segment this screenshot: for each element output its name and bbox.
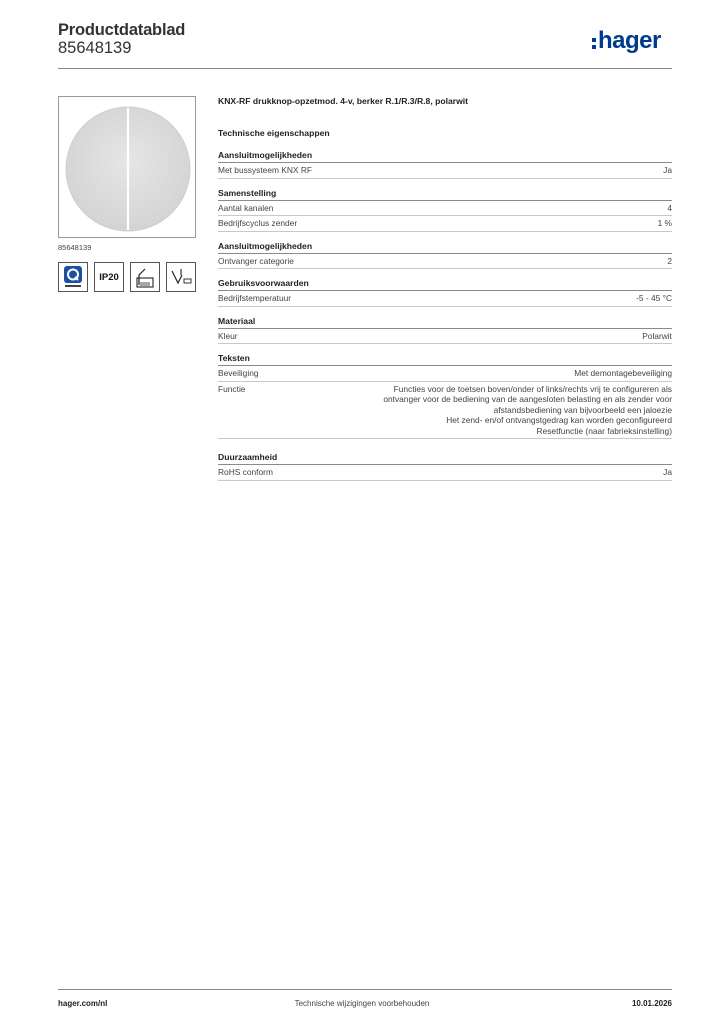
function-line: afstandsbediening van bijvoorbeeld een jaloezie: [493, 404, 672, 415]
group-title: Aansluitmogelijkheden: [218, 150, 672, 163]
group-title: Gebruiksvoorwaarden: [218, 278, 672, 291]
group-title: Duurzaamheid: [218, 452, 672, 465]
product-name: KNX-RF drukknop-opzetmod. 4-v, berker R.1/R.3/R.8, polarwit: [218, 96, 469, 106]
spec-row: [218, 201, 672, 217]
product-image: [58, 96, 196, 238]
spec-group: [218, 150, 672, 179]
specifications: [218, 96, 672, 481]
spec-group: [218, 241, 672, 270]
spec-label: Aantal kanalen: [218, 202, 274, 213]
brand-name: hager: [598, 27, 661, 54]
spec-value: Polarwit: [642, 330, 672, 341]
spec-value: Met demontagebeveiliging: [574, 368, 672, 378]
spec-row: [218, 163, 672, 179]
mounting-icon: [130, 262, 160, 292]
footer-divider: [58, 989, 672, 990]
spec-group: [218, 188, 672, 232]
hager-logo: [592, 27, 661, 55]
footer-disclaimer: Technische wijzigingen voorbehouden: [294, 999, 430, 1008]
footer-website-link[interactable]: hager.com/nl: [58, 999, 108, 1008]
spec-row: [218, 254, 672, 270]
spec-value: 2: [667, 255, 672, 266]
ip20-badge: IP20: [94, 262, 124, 292]
function-line: Resetfunctie (naar fabrieksinstelling): [536, 425, 672, 436]
spec-row: [218, 382, 672, 440]
spec-group: [218, 452, 672, 481]
quality-mark-icon: [58, 262, 88, 292]
group-title: Aansluitmogelijkheden: [218, 241, 672, 254]
spec-row: [218, 216, 672, 232]
spec-value: [332, 384, 672, 437]
product-image-caption: 85648139: [58, 243, 92, 252]
product-number: 85648139: [58, 39, 132, 57]
spec-label: Met bussysteem KNX RF: [218, 165, 313, 175]
spec-group: [218, 316, 672, 345]
installation-icon: [166, 262, 196, 292]
page-title: Productdatablad: [58, 21, 186, 39]
group-title: Samenstelling: [218, 188, 672, 201]
spec-row: [218, 366, 672, 382]
header-divider: [58, 68, 672, 69]
spec-group: [218, 353, 672, 439]
spec-row: [218, 291, 672, 307]
spec-row: [218, 465, 672, 481]
spec-label: Bedrijfscyclus zender: [218, 218, 298, 228]
spec-label: Ontvanger categorie: [218, 255, 294, 266]
logo-dots-icon: [592, 38, 596, 49]
footer-date: 10.01.2026: [631, 999, 672, 1008]
spec-value: 4: [667, 202, 672, 213]
certification-row: [58, 262, 196, 292]
group-title: Teksten: [218, 353, 672, 366]
spec-value: -5 - 45 °C: [636, 293, 672, 303]
spec-value: Ja: [663, 467, 672, 477]
spec-group: [218, 278, 672, 307]
spec-label: Kleur: [218, 330, 238, 341]
function-line: ontvanger voor de bediening van de aangesloten belasting en als zender voor: [383, 394, 672, 404]
spec-label: Functie: [218, 383, 246, 394]
spec-label: Bedrijfstemperatuur: [218, 293, 292, 303]
spec-value: Ja: [663, 165, 672, 175]
spec-label: RoHS conform: [218, 467, 273, 477]
spec-value: 1 %: [657, 218, 672, 228]
group-title: Materiaal: [218, 316, 672, 329]
push-button-icon: [59, 97, 197, 239]
function-line: Het zend- en/of ontvangstgedrag kan worden geconfigureerd: [446, 415, 672, 425]
function-line: Functies voor de toetsen boven/onder of links/rechts vrij te configureren als: [393, 383, 672, 394]
spec-label: Beveiliging: [218, 368, 259, 378]
section-title: Technische eigenschappen: [218, 128, 330, 138]
spec-row: [218, 329, 672, 345]
